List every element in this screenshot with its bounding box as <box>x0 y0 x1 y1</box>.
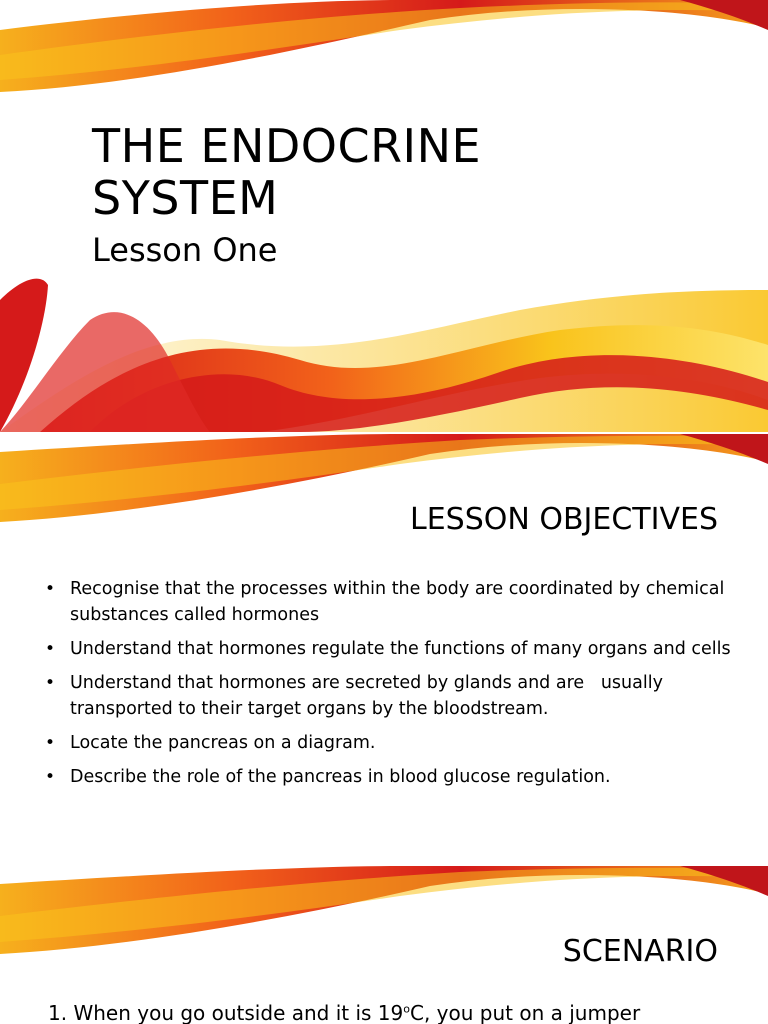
bullet-icon: • <box>45 733 56 753</box>
list-item <box>42 730 732 756</box>
objective-text: Recognise that the processes within the body are coordinated by chemical substances called hormones <box>70 579 725 625</box>
item-text-end: C, you put on a jumper <box>409 1001 641 1024</box>
objective-text: Understand that hormones are secreted by glands and are usually transported to their target organs by the bloodstream. <box>70 673 669 719</box>
item-text-start: When you go outside and it is 19 <box>73 1001 404 1024</box>
title-slide <box>0 0 768 432</box>
bullet-icon: • <box>45 767 56 787</box>
slide-title: THE ENDOCRINE SYSTEM <box>92 119 482 225</box>
objectives-list <box>42 576 732 798</box>
slide-subtitle: Lesson One <box>92 231 278 269</box>
list-item <box>42 636 732 662</box>
bullet-icon: • <box>45 673 56 693</box>
scenario-slide <box>0 866 768 1024</box>
list-item <box>42 764 732 790</box>
objective-text: Locate the pancreas on a diagram. <box>70 733 376 753</box>
bullet-icon: • <box>45 579 56 599</box>
objective-text: Describe the role of the pancreas in blood glucose regulation. <box>70 767 611 787</box>
item-text <box>73 1001 640 1024</box>
slide-heading: LESSON OBJECTIVES <box>410 502 718 537</box>
item-number: 1. <box>48 1001 68 1024</box>
bullet-icon: • <box>45 639 56 659</box>
objectives-slide <box>0 434 768 864</box>
list-item <box>42 576 732 628</box>
scenario-item <box>48 1001 640 1024</box>
slide-heading: SCENARIO <box>562 934 718 969</box>
degree-symbol: o <box>403 1002 410 1016</box>
objective-text: Understand that hormones regulate the functions of many organs and cells <box>70 639 731 659</box>
list-item <box>42 670 732 722</box>
